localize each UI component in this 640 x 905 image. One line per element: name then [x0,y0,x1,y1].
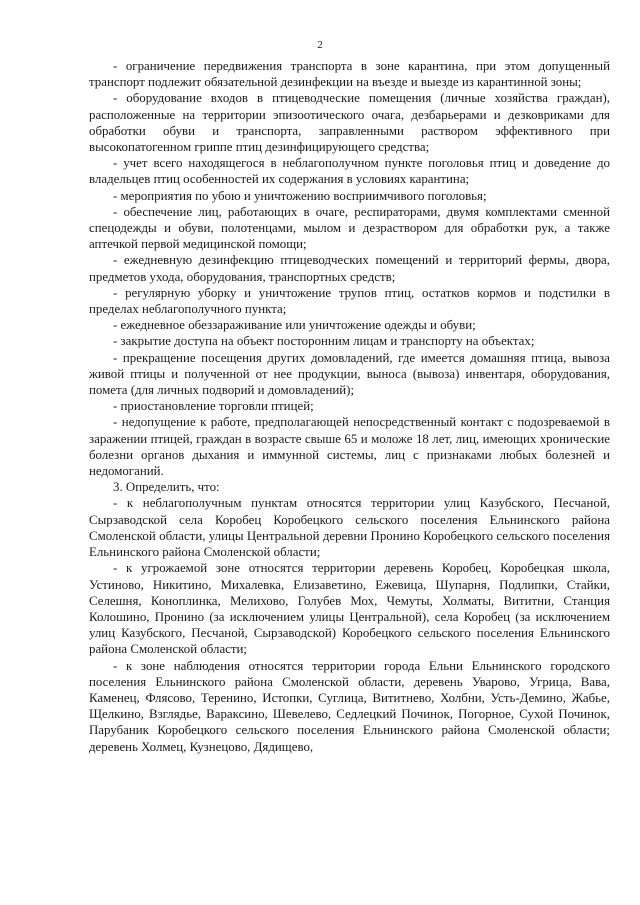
list-item-work-restriction: - недопущение к работе, предполагающей непосредственный контакт с подозреваемой в заражении птицей, граждан в возрасте свыше 65 и моложе 18 лет, лиц, имеющих хронические болезни органов дыхания и иммунной системы, лиц с признаками любых болезней и недомоганий. [89,415,610,479]
list-item-access-closure: - закрытие доступа на объект посторонним лицам и транспорту на объектах; [113,334,535,349]
list-item-livestock-accounting: - учет всего находящегося в неблагополучном пункте поголовья птиц и доведение до владельцев птиц особенностей их содержания в условиях карантина; [89,156,610,187]
list-item-carcass-removal: - регулярную уборку и уничтожение трупов птиц, остатков кормов и подстилки в пределах неблагополучного пункта; [89,285,610,317]
list-item-culling: - мероприятия по убою и уничтожению восприимчивого поголовья; [113,188,487,203]
list-item-transport-restriction: - ограничение передвижения транспорта в зоне карантина, при этом допущенный транспорт подлежит обязательной дезинфекции на въезде и выезде из карантинной зоны; [89,59,610,90]
list-item-visit-ban: - прекращение посещения других домовладений, где имеется домашняя птица, вывоза живой птицы и полученной от нее продукции, выноса (вывоза) инвентаря, оборудования, помета (для личных подворий и домовладений); [89,350,610,398]
list-item-threatened-zone: - к угрожаемой зоне относятся территории деревень Коробец, Коробецкая школа, Устиново, Никитино, Михалевка, Елизаветино, Ежевица, Шупарня, Подлипки, Стайки, Селешня, Коноплинка, Мелихово, Голубев Мох, Чемуты, Холматы, Вититни, Станция Колошино, Пронино (за исключением улицы Центральной), села Коробец (за исключением улиц Казубского, Песчаной, Сырзаводской) Коробецкого сельского поселения Ельнинского района Смоленской области; [89,561,610,657]
document-body [89,58,610,755]
list-item-daily-disinfection: - ежедневную дезинфекцию птицеводческих помещений и территорий фермы, двора, предметов ухода, оборудования, транспортных средств; [89,253,610,284]
section-heading-3: 3. Определить, что: [113,480,220,495]
list-item-clothing-decontamination: - ежедневное обеззараживание или уничтожение одежды и обуви; [113,318,476,333]
list-item-entrance-equipment: - оборудование входов в птицеводческие помещения (личные хозяйства граждан), расположенные на территории эпизоотического очага, дезбарьерами и дезковриками для обработки обуви и транспорта, заправленными раствором эффективного при высокопатогенном гриппе птиц дезинфицирующего средства; [89,91,610,155]
list-item-observation-zone: - к зоне наблюдения относятся территории города Ельни Ельнинского городского поселения Ельнинского района Смоленской области, деревень Уварово, Угрица, Вава, Каменец, Флясово, Теренино, Истопки, Суглица, Вититнево, Холбни, Усть-Демино, Жабье, Щелкино, Взглядье, Вараксино, Шевелево, Седлецкий Починок, Погорное, Сухой Починок, Парубаник Коробецкого сельского поселения Ельнинского района Смоленской области; деревень Холмец, Кузнецово, Дядищево, [89,658,610,754]
list-item-worker-protection: - обеспечение лиц, работающих в очаге, респираторами, двумя комплектами сменной спецодежды и обуви, полотенцами, мылом и дезраствором для обработки рук, а также аптечкой первой медицинской помощи; [89,204,610,252]
list-item-trade-suspension: - приостановление торговли птицей; [113,399,314,414]
page-number: 2 [317,39,323,51]
list-item-affected-points: - к неблагополучным пунктам относятся территории улиц Казубского, Песчаной, Сырзаводской села Коробец Коробецкого сельского поселения Ельнинского района Смоленской области, улицы Центральной деревни Пронино Коробецкого сельского поселения Ельнинского района Смоленской области; [89,496,610,560]
